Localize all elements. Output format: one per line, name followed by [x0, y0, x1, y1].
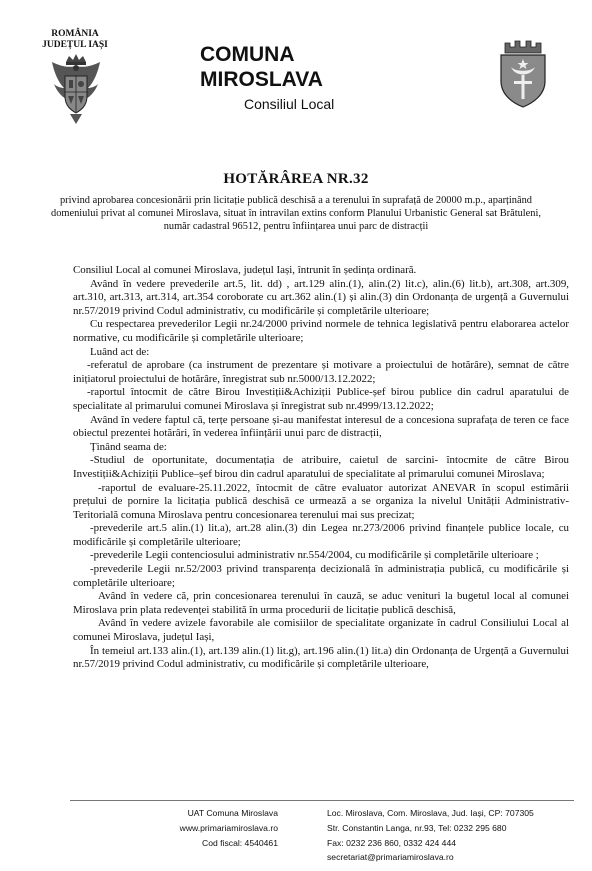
- paragraph: -prevederile Legii nr.52/2003 privind transparența decizională în administrația publică, cu modificările și completările ulterioare;: [73, 563, 569, 589]
- commune-line-1: COMUNA: [200, 43, 295, 66]
- paragraph: -Studiul de oportunitate, documentația de atribuire, caietul de sarcini- întocmite de către Birou Investiții&Achiziții Publice–șef birou din cadrul aparatului de specialitate al primarului comunei Miroslava;: [73, 454, 569, 480]
- paragraph: Consiliul Local al comunei Miroslava, județul Iași, întrunit în ședința ordinară.: [73, 264, 417, 276]
- footer-website-link[interactable]: www.primariamiroslava.ro: [179, 822, 278, 833]
- county-heading: [34, 29, 116, 51]
- council-label: Consiliul Local: [244, 96, 335, 112]
- footer-uat-name: UAT Comuna Miroslava: [187, 808, 278, 818]
- paragraph: Luând act de:: [90, 345, 150, 358]
- paragraph: -raportul de evaluare-25.11.2022, întocmit de către evaluator autorizat ANEVAR în scopul estimării prețului de pornire la licitația publică deschisă ce urmează a se organiza la nivelul Unității Administrativ-Teritorială comuna Miroslava pentru concesionarea terenului mai sus precizat;: [73, 481, 569, 521]
- commune-line-2: MIROSLAVA: [200, 68, 323, 91]
- paragraph: -prevederile Legii contenciosului administrativ nr.554/2004, cu modificările și completările ulterioare ;: [90, 549, 539, 562]
- footer-email-link[interactable]: secretariat@primariamiroslava.ro: [327, 852, 454, 863]
- commune-coat-of-arms-icon: [497, 37, 549, 109]
- county-coat-of-arms-icon: [48, 52, 104, 126]
- paragraph: Având în vedere prevederile art.5, lit. dd) , art.129 alin.(1), alin.(2) lit.c), alin.(6) lit.b), art.308, art.309, art.310, art.313, art.314, art.354 coroborate cu art.362 alin.(1) și alin.(3) din Ordonanța de urgență a Guvernului nr.57/2019 privind Codul administrativ, cu modificările și completările ulterioare;: [73, 277, 569, 317]
- footer-fiscal-code: Cod fiscal: 4540461: [202, 837, 278, 848]
- paragraph: Având în vedere avizele favorabile ale comisiilor de specialitate organizate în cadrul Consiliului Local al comunei Miroslava, județul Iași,: [73, 617, 569, 644]
- paragraph: Ținând seama de:: [90, 440, 167, 453]
- footer-fax: Fax: 0232 236 860, 0332 424 444: [327, 837, 457, 848]
- resolution-title: HOTĂRÂREA NR.32: [223, 171, 369, 187]
- footer-right: [327, 806, 587, 865]
- footer-left: [163, 806, 278, 850]
- footer-street-phone: Str. Constantin Langa, nr.93, Tel: 0232 295 680: [327, 822, 507, 833]
- paragraph: -referatul de aprobare (ca instrument de prezentare și motivare a proiectului de hotărâre), semnat de către inițiatorul proiectului de hotărâre, înregistrat sub nr.5000/13.12.2022;: [73, 359, 569, 385]
- paragraph: În temeiul art.133 alin.(1), art.139 alin.(1) lit.g), art.196 alin.(1) lit.a) din Ordonanța de Urgență a Guvernului nr.57/2019 privind Codul administrativ, cu modificările și completările ulterioare,: [73, 644, 569, 671]
- paragraph: -prevederile art.5 alin.(1) lit.a), art.28 alin.(3) din Legea nr.273/2006 privind finanțele publice locale, cu modificările și completările ulterioare;: [73, 522, 569, 548]
- resolution-subtitle: privind aprobarea concesionării prin licitație publică deschisă a a terenului în suprafață de 20000 m.p., aparținând domeniului privat al comunei Miroslava, situat în intravilan extins conform Planului Urbanistic General sat Brătuleni, număr cadastral 96512, pentru înființarea unui parc de distracții: [51, 195, 541, 233]
- paragraph: Având în vedere că, prin concesionarea terenului în cauză, se aduc venituri la bugetul local al comunei Miroslava prin plata redevenței stabilită în urma procedurii de licitație publică deschisă,: [73, 590, 569, 616]
- county-label: JUDEȚUL IAȘI: [42, 40, 108, 50]
- footer-address: Loc. Miroslava, Com. Miroslava, Jud. Iași, CP: 707305: [327, 808, 534, 818]
- paragraph: Având în vedere faptul că, terțe persoane și-au manifestat interesul de a concesiona suprafața de teren ce face obiectul prezentei hotărâri, în vederea înființării unui parc de distracții,: [73, 413, 569, 440]
- resolution-body: [73, 264, 569, 672]
- paragraph: Cu respectarea prevederilor Legii nr.24/2000 privind normele de tehnica legislativă pentru elaborarea actelor normative, cu modificările și completările ulterioare;: [73, 318, 569, 344]
- footer-divider: [70, 800, 574, 801]
- paragraph: -raportul întocmit de către Birou Investiții&Achiziții Publice-șef birou publice din cadrul aparatului de specialitate al primarului comunei Miroslava și înregistrat sub nr.4999/13.12.2022;: [73, 386, 569, 412]
- country-label: ROMÂNIA: [51, 29, 99, 39]
- commune-name: [200, 42, 400, 92]
